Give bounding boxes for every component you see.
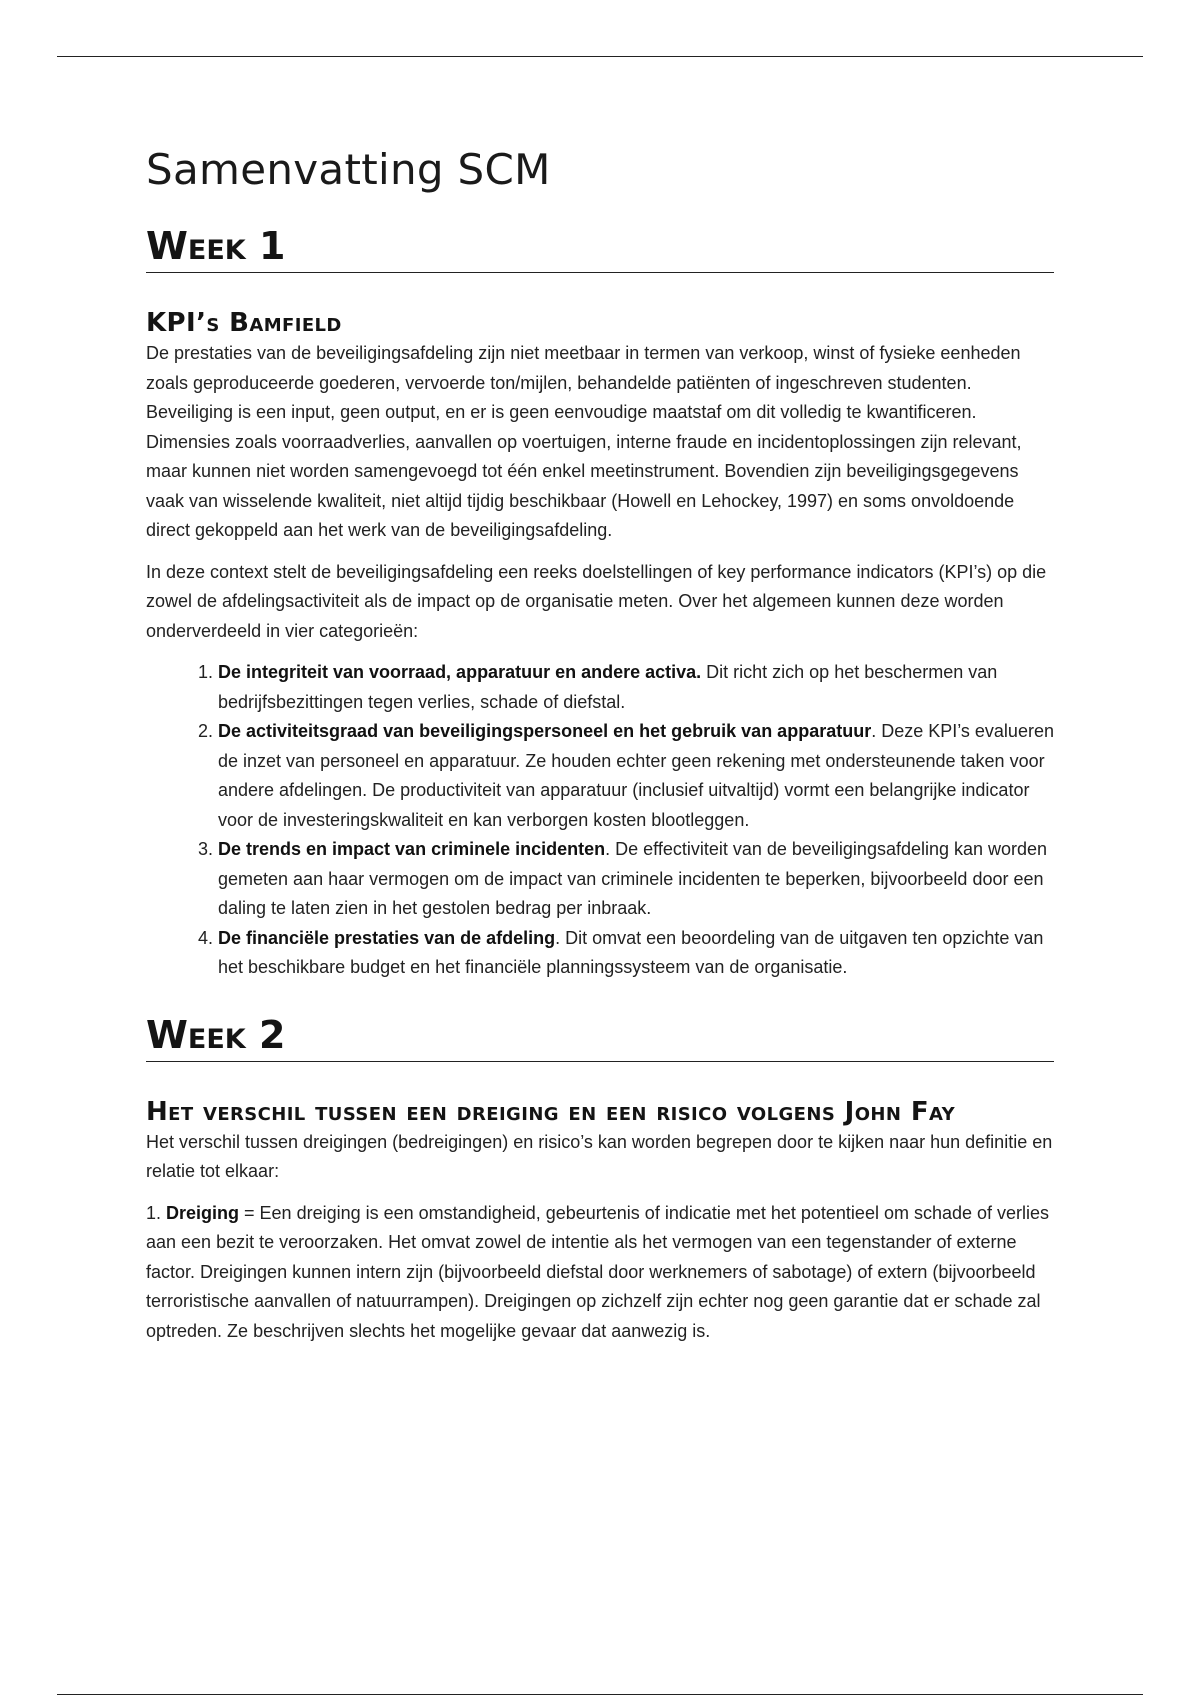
list-item-bold: De activiteitsgraad van beveiligingspersoneel en het gebruik van apparatuur bbox=[218, 721, 872, 741]
list-item-bold: De trends en impact van criminele incidenten bbox=[218, 839, 606, 859]
header-rule bbox=[57, 56, 1143, 57]
list-item bbox=[218, 924, 1054, 983]
paragraph: De prestaties van de beveiligingsafdeling zijn niet meetbaar in termen van verkoop, winst of fysieke eenheden zoals geproduceerde goederen, vervoerde ton/mijlen, behandelde patiënten of ingeschreven studenten. Beveiliging is een input, geen output, en er is geen eenvoudige maatstaf om dit volledig te kwantificeren. Dimensies zoals voorraadverlies, aanvallen op voertuigen, interne fraude en incidentoplossingen zijn relevant, maar kunnen niet worden samengevoegd tot één enkel meetinstrument. Bovendien zijn beveiligingsgegevens vaak van wisselende kwaliteit, niet altijd tijdig beschikbaar (Howell en Lehockey, 1997) en soms onvoldoende direct gekoppeld aan het werk van de beveiligingsafdeling. bbox=[146, 343, 1022, 540]
list-item bbox=[218, 717, 1054, 835]
week1-heading: Week 1 bbox=[146, 224, 1054, 273]
list-item-bold: De integriteit van voorraad, apparatuur en andere activa. bbox=[218, 662, 702, 682]
item-number: 1. bbox=[146, 1202, 167, 1223]
paragraph: In deze context stelt de beveiligingsafdeling een reeks doelstellingen of key performance indicators (KPI’s) op die zowel de afdelingsactiviteit als de impact op de organisatie meten. Over het algemeen kunnen deze worden onderverdeeld in vier categorieën: bbox=[146, 561, 1047, 641]
list-item-text: . Dit omvat een beoordeling van de uitgaven ten opzichte van het beschikbare budget en het financiële planningssysteem van de organisatie. bbox=[218, 927, 1044, 977]
list-item-text: Dit richt zich op het beschermen van bedrijfsbezittingen tegen verlies, schade of diefstal. bbox=[218, 662, 998, 712]
section-heading-kpis-bamfield: KPI’s Bamfield bbox=[146, 308, 342, 338]
document-title: Samenvatting SCM bbox=[146, 145, 551, 194]
definition-text: = Een dreiging is een omstandigheid, gebeurtenis of indicatie met het potentieel om schade of verlies aan een bezit te veroorzaken. Het omvat zowel de intentie als het vermogen van een tegenstander of externe factor. Dreigingen kunnen intern zijn (bijvoorbeeld diefstal door werknemers of sabotage) of extern (bijvoorbeeld terroristische aanvallen of natuurrampen). Dreigingen op zichzelf zijn echter nog geen garantie dat er schade zal optreden. Ze beschrijven slechts het mogelijke gevaar dat aanwezig is. bbox=[146, 1202, 1050, 1341]
list-item-bold: De financiële prestaties van de afdeling bbox=[218, 927, 556, 948]
term-bold: Dreiging bbox=[166, 1202, 240, 1223]
week2-heading: Week 2 bbox=[146, 1013, 1054, 1062]
document-page bbox=[146, 140, 1054, 1358]
list-item-text: . Deze KPI’s evalueren de inzet van personeel en apparatuur. Ze houden echter geen rekening met ondersteunende taken voor andere afdelingen. De productiviteit van apparatuur (inclusief uitvaltijd) vormt een belangrijke indicator voor de investeringskwaliteit en kan verborgen kosten blootleggen. bbox=[218, 721, 1054, 830]
list-item-text: . De effectiviteit van de beveiligingsafdeling kan worden gemeten aan haar vermogen om de impact van criminele incidenten te beperken, bijvoorbeeld door een daling te laten zien in het gestolen bedrag per inbraak. bbox=[218, 839, 1048, 918]
list-item bbox=[218, 835, 1054, 924]
section-heading-dreiging-risico: Het verschil tussen een dreiging en een risico volgens John Fay bbox=[146, 1096, 956, 1127]
paragraph: Het verschil tussen dreigingen (bedreigingen) en risico’s kan worden begrepen door te kijken naar hun definitie en relatie tot elkaar: bbox=[146, 1131, 1053, 1181]
footer-rule bbox=[57, 1694, 1143, 1695]
list-item bbox=[218, 658, 1054, 717]
dreiging-definition bbox=[146, 1199, 1054, 1347]
kpi-category-list bbox=[146, 658, 1054, 983]
